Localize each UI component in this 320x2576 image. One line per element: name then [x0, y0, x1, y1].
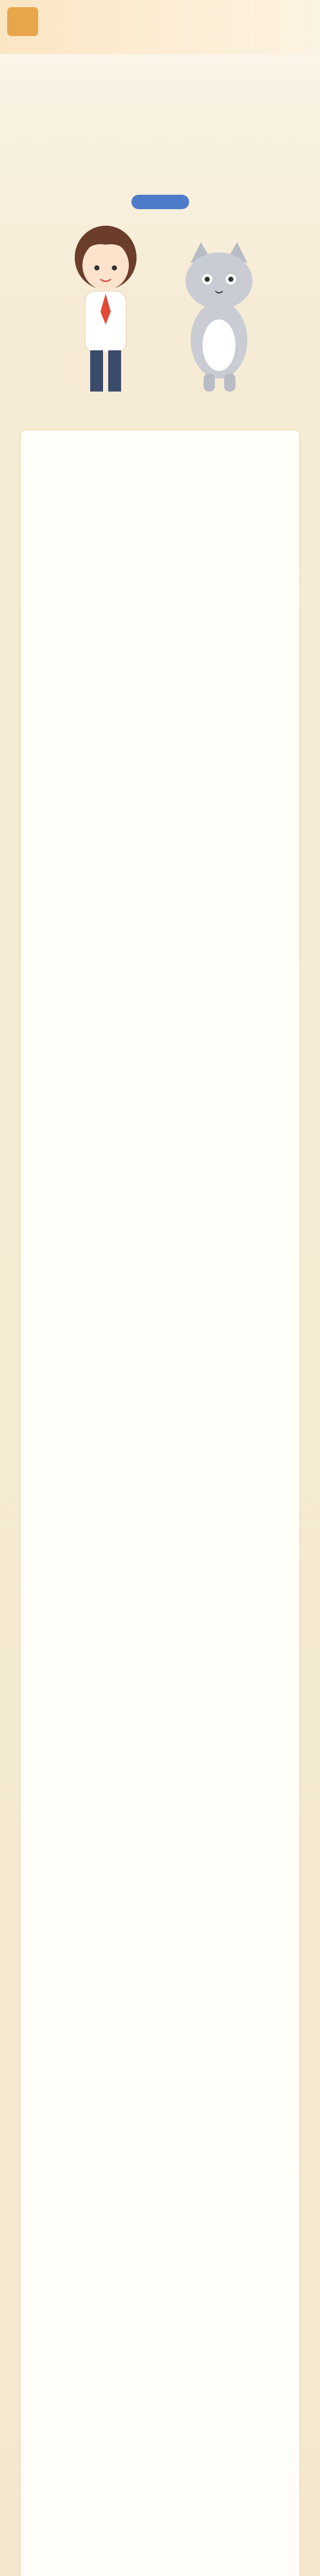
- top-banner: [0, 0, 320, 54]
- girl-illustration: [62, 222, 149, 407]
- article-card: [21, 430, 299, 2576]
- 315-badge: [7, 7, 38, 36]
- subtitle-pill: [131, 195, 189, 209]
- cat-mascot-illustration: [175, 242, 263, 397]
